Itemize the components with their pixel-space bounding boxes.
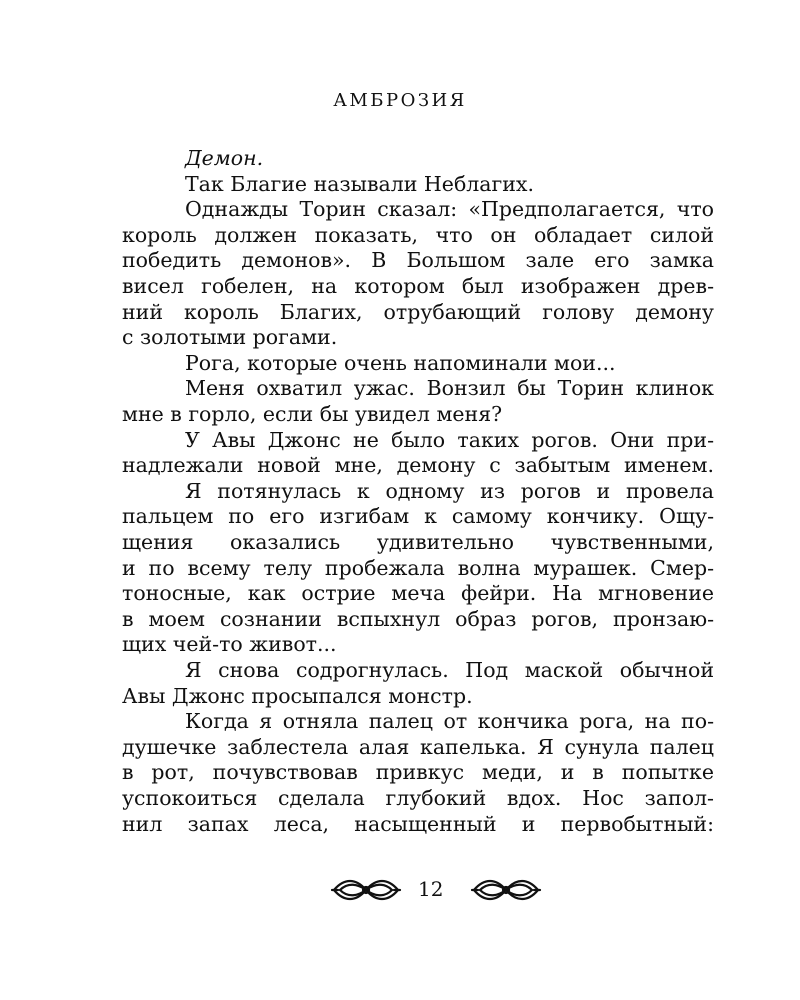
flourish-ornament-icon [470, 872, 542, 908]
text-line: Меня охватил ужас. Вонзил бы Торин клинок [185, 376, 714, 401]
text-line: висел гобелен, на котором был изображен древ- [122, 274, 714, 298]
page-footer [0, 872, 800, 908]
text-line: Когда я отняла палец от кончика рога, на по- [185, 709, 714, 734]
text-line: король должен показать, что он обладает силой [122, 222, 714, 247]
text-line: ний король Благих, отрубающий голову демону [122, 299, 714, 324]
text-line: в моем сознании вспыхнул образ рогов, пронзаю- [122, 606, 714, 631]
text-line: Авы Джонс просыпался монстр. [122, 683, 473, 708]
text-line: победить демонов». В Большом зале его замка [122, 248, 714, 273]
text-line: щих чей-то живот... [122, 632, 337, 657]
text-line: У Авы Джонс не было таких рогов. Они при- [185, 427, 714, 452]
text-line: мне в горло, если бы увидел меня? [122, 402, 503, 426]
text-line: успокоиться сделала глубокий вдох. Нос запол- [122, 786, 714, 810]
text-line: душечке заблестела алая капелька. Я сунула палец [122, 734, 714, 759]
text-line: Демон. [185, 146, 264, 170]
running-header: АМБРОЗИЯ [333, 90, 467, 111]
text-line: с золотыми рогами. [122, 325, 338, 350]
page-number: 12 [418, 877, 444, 901]
text-line: Рога, которые очень напоминали мои... [185, 350, 616, 375]
text-line: Я снова содрогнулась. Под маской обычной [185, 658, 714, 682]
text-line: и по всему телу пробежала волна мурашек. Смер- [122, 555, 714, 580]
text-line: Я потянулась к одному из рогов и провела [185, 478, 714, 503]
text-line: нил запах леса, насыщенный и первобытный: [122, 811, 714, 836]
text-line: в рот, почувствовав привкус меди, и в попытке [122, 760, 714, 785]
text-line: надлежали новой мне, демону с забытым именем. [122, 453, 714, 478]
text-line: Однажды Торин сказал: «Предполагается, что [185, 197, 714, 222]
text-line: пальцем по его изгибам к самому кончику. Ощу- [122, 504, 714, 529]
text-line: Так Благие называли Неблагих. [185, 171, 535, 196]
text-line: тоносные, как острие меча фейри. На мгновение [122, 581, 714, 606]
flourish-ornament-icon [330, 872, 402, 908]
text-line: щения оказались удивительно чувственными, [122, 530, 714, 554]
